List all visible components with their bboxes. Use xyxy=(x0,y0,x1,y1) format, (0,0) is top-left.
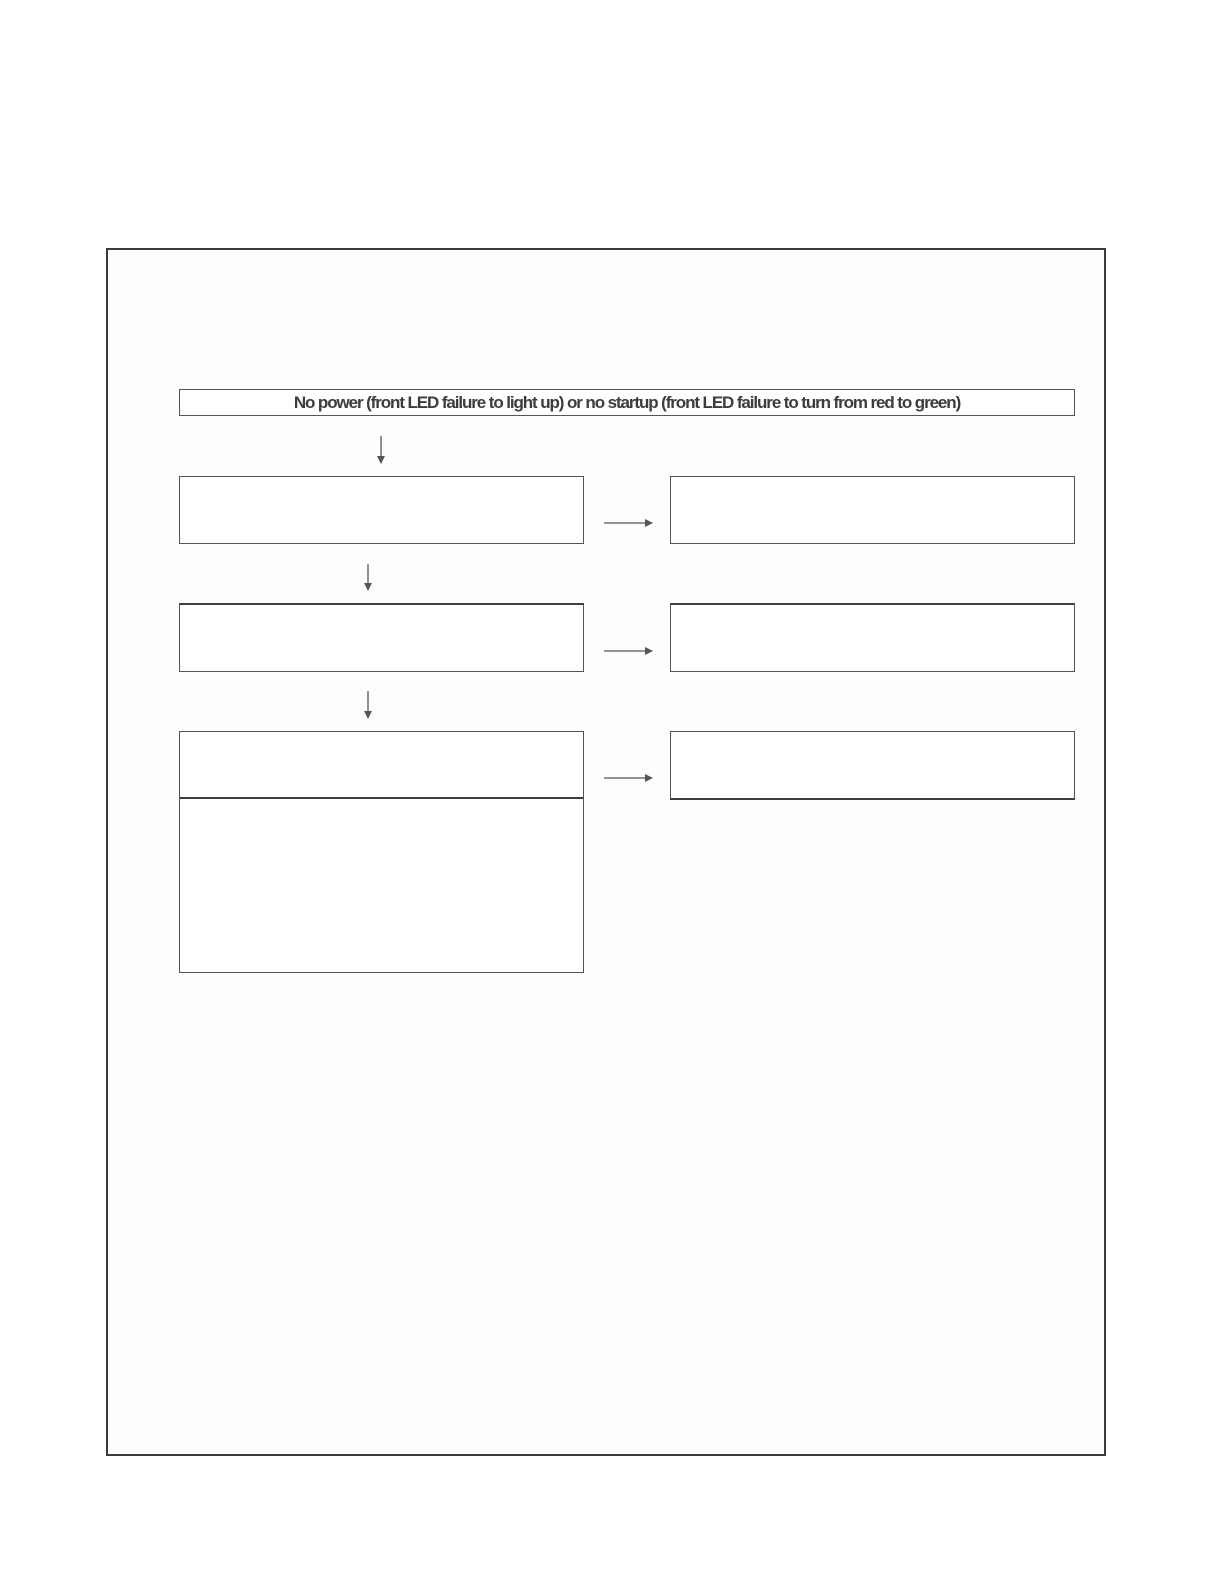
step-box-4 xyxy=(179,797,584,973)
result-box-3 xyxy=(670,731,1075,800)
step-box-1 xyxy=(179,476,584,544)
flowchart-title-box xyxy=(179,389,1075,416)
result-box-2 xyxy=(670,603,1075,672)
step-box-3 xyxy=(179,731,584,799)
result-box-1 xyxy=(670,476,1075,544)
flowchart-title: No power (front LED failure to light up) or no startup (front LED failure to turn from red to green) xyxy=(293,392,961,412)
step-box-2 xyxy=(179,603,584,672)
